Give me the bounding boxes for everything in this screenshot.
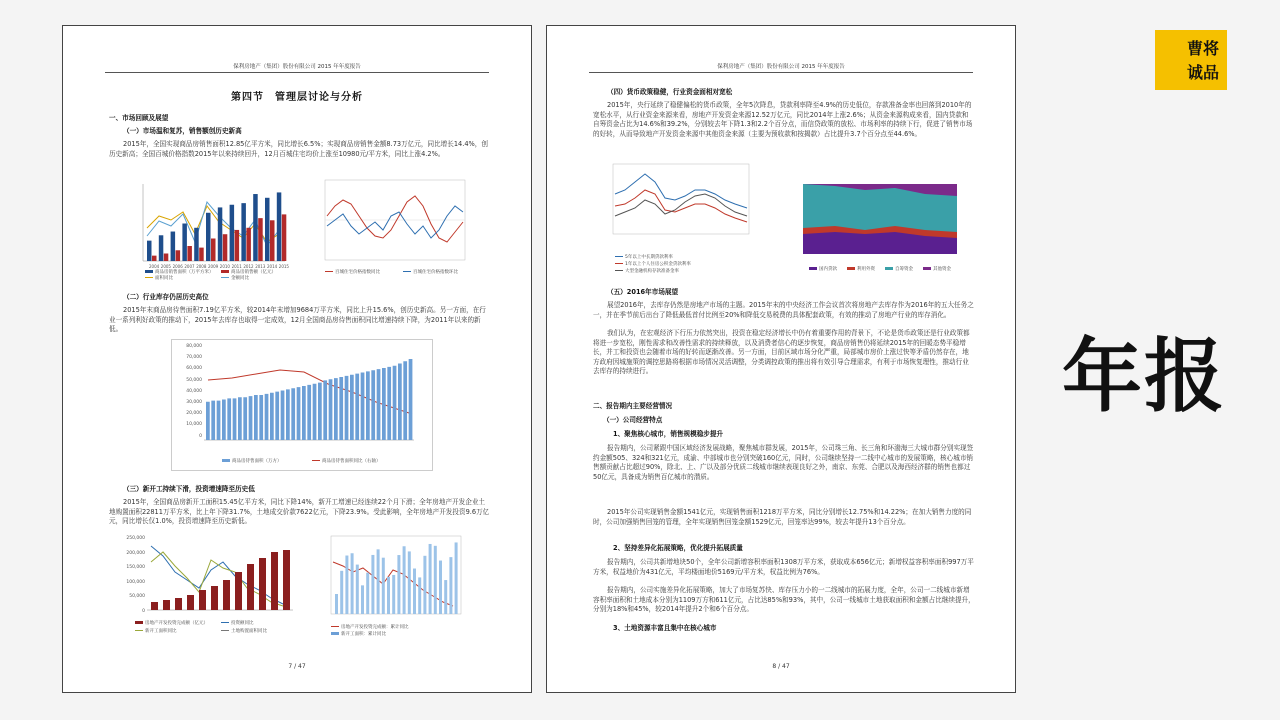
bar-new-start-growth [366, 573, 369, 614]
bar-sales-area [182, 224, 187, 262]
bar-sales-area [253, 194, 258, 261]
paragraph-new-starts: 2015年，全国商品房新开工面积15.45亿平方米，同比下降14%，新开工增速已经连续22个月下滑；全年房地产开发企业土地购置面积22811万平方米，比上年下降31.7%，土地成交价款7622亿元，下降23.9%。受此影响，全年房地产开发投资9.6万亿元，同比增长仅1.0%，投资增速降至历史新低。 [109, 498, 490, 525]
y-tick-label: 150,000 [126, 565, 145, 571]
bar-sales-area [147, 241, 152, 261]
paragraph-sales: 2015年，全国实现商品房销售面积12.85亿平方米，同比增长6.5%；实现商品房销售金额8.73万亿元，同比增长14.4%，创历史新高；全国百城价格指数2015年以来持续回升，12月百城住宅均价上涨至10980元/平方米，同比上涨4.2%。 [109, 140, 488, 158]
bar-sales-amount [199, 248, 204, 261]
year-tick: 2004 [149, 264, 160, 269]
y-tick-label: 0 [142, 609, 145, 614]
bar-inventory [313, 384, 317, 440]
inventory-bar-svg [172, 340, 432, 470]
y-tick-label: 100,000 [126, 579, 145, 585]
bar-inventory [377, 369, 381, 440]
bar-investment [163, 600, 170, 610]
y-tick-label: 50,000 [129, 594, 145, 600]
bar-inventory [345, 376, 349, 440]
year-tick: 2005 [160, 264, 171, 269]
bar-sales-amount [211, 239, 216, 262]
chart-inventory [171, 339, 433, 471]
bar-inventory [409, 359, 413, 440]
y-tick-label: 40,000 [186, 388, 202, 394]
y-tick-label: 30,000 [186, 400, 202, 405]
y-tick-label: 0 [199, 433, 202, 439]
bar-inventory [387, 367, 391, 440]
bar-sales-amount [270, 220, 275, 261]
fund-loan-rate-line [615, 190, 747, 222]
year-tick: 2009 [208, 264, 219, 269]
y-tick-label: 70,000 [186, 355, 202, 361]
year-tick: 2014 [267, 264, 278, 269]
bar-inventory [297, 387, 301, 440]
bar-sales-amount [235, 230, 240, 261]
page-header: 保利房地产（集团）股份有限公司 2015 年年度报告 [105, 62, 489, 73]
bar-investment [211, 586, 218, 610]
bar-inventory [222, 400, 226, 441]
heading-operations: 二、报告期内主要经营情况 [593, 402, 673, 410]
point-2-heading: 2、坚持差异化拓展策略，优化提升拓展质量 [613, 544, 743, 552]
bar-new-start-growth [413, 569, 416, 614]
year-tick: 2012 [243, 264, 254, 269]
bar-inventory [403, 361, 407, 440]
legend-amount-yoy: 金额同比 [231, 276, 249, 281]
bar-inventory [233, 398, 237, 440]
heading-market-review: 一、市场回顾及展望 [109, 114, 169, 122]
bar-new-start-growth [408, 551, 411, 614]
paragraph-inventory: 2015年末商品房待售面积7.19亿平方米，较2014年末增加9684万平方米，同比上升15.6%，创历史新高。另一方面，在行业一系列利好政策的推动下，2015年去库存也取得一定成效，12月全国商品房待售面积同比增速持续下降，为2011年以来的新低。 [109, 306, 486, 333]
bar-investment [235, 572, 242, 610]
subheading-sales: （一）市场温和复苏，销售额创历史新高 [123, 127, 242, 135]
point-3-heading: 3、土地资源丰富且集中在核心城市 [613, 624, 717, 632]
bar-inventory [355, 374, 359, 440]
bar-sales-area [241, 203, 246, 261]
point-2-paragraph-b: 报告期内，公司实施差异化拓展策略，加大了市场复苏快、库存压力小的一二线城市的拓展力度，全年，公司一二线城市新增容积率面积和土地成本分别为1109万方和611亿元，占比达85%和93%，其中，公司一线城市土地获取面积和金额占比继续提升，分别为18%和45%，较2014年提升2个和6个百分点。 [593, 586, 975, 613]
bar-inventory [265, 394, 269, 440]
point-1-heading: 1、聚焦核心城市，销售规模稳步提升 [613, 430, 724, 438]
bar-inventory [254, 395, 258, 440]
section-title: 第四节 管理层讨论与分析 [231, 92, 363, 103]
report-page-right [546, 25, 1016, 693]
year-tick: 2015 [278, 264, 289, 269]
bar-investment [175, 598, 182, 610]
bar-inventory [350, 375, 354, 440]
bar-new-start-growth [351, 553, 354, 614]
bar-new-start-growth [397, 555, 400, 614]
paragraph-monetary: 2015年，央行延续了稳健偏松的货币政策，全年5次降息，贷款利率降至4.9%的历史低位，存款准备金率也回落到2010年的宽松水平，从行业资金来源来看，房地产开发资金来源12.52万亿元，同比2014年上涨2.6%；从资金来源构成来看，国内贷款和自筹资金占比为14.6%和39.2%，分别较去年下降1.3和2.2个百分点，而信贷政策的放松、市场利率的持续下行，促进了销售市场的好转，从而导致地产开发资金来源中其他资金来源（主要为预收款和按揭款）占比提升3.7个百分点至44.6%。 [593, 101, 973, 138]
bar-new-start-growth [356, 565, 359, 614]
legend-fund-loan-rate: 1年以上个人住房公积金贷款利率 [625, 262, 691, 267]
legend-price-mom: 百城住宅价格指数环比 [413, 270, 458, 275]
year-tick: 2010 [219, 264, 230, 269]
bar-inventory [382, 368, 386, 440]
chart-sales-bars [117, 176, 307, 281]
bar-new-start-growth [444, 580, 447, 614]
bar-new-start-growth [449, 557, 452, 614]
y-tick-label: 50,000 [186, 377, 202, 383]
bar-sales-area [206, 213, 211, 261]
legend-foreign: 利用外资 [857, 267, 875, 272]
funding-sources-svg [795, 160, 965, 276]
chart-investment-growth [321, 532, 481, 640]
legend-sales-area: 商品房销售面积（万平方米） [155, 270, 214, 275]
bar-sales-amount [246, 228, 251, 261]
page-header: 保利房地产（集团）股份有限公司 2015 年年度报告 [589, 62, 973, 73]
subheading-new-starts: （三）新开工持续下滑，投资增速降至历史低 [123, 485, 255, 493]
bar-inventory [307, 385, 311, 440]
subheading-inventory: （二）行业库存仍居历史高位 [123, 293, 209, 301]
price-index-svg [311, 176, 479, 281]
bar-inventory [227, 398, 231, 440]
page-number: 7 / 47 [288, 663, 306, 670]
y-tick-label: 250,000 [126, 536, 145, 541]
bar-new-start-growth [429, 544, 432, 614]
legend-price-yoy: 百城住宅价格指数同比 [335, 270, 380, 275]
bar-inventory [211, 401, 215, 440]
bar-inventory [361, 373, 365, 441]
bar-investment [187, 595, 194, 610]
legend-domestic-loan: 国内贷款 [819, 267, 837, 272]
paragraph-outlook-2: 我们认为，在宏观经济下行压力依然突出，投资在稳定经济增长中仍有着重要作用的背景下，不论是货币政策还是行业政策都将进一步宽松，刚性需求和改善性需求的持续释放，以及消费者信心的逐步恢复，商品房销售仍将延续2015年的回暖态势平稳增长，并工和投资也会随着市场的好转而逐渐改善。另一方面，目前区域市场分化严重，局部城市房价上涨过快等矛盾仍然存在，地方政府因城施策的调控思路将根据市场情况灵活调整，分类调控政策的推出将有效引导合理需求，有利于市场恢复理性，推动行业去库存的持续进行。 [593, 329, 970, 375]
bar-inventory [270, 393, 274, 440]
sales-bar-svg [117, 176, 307, 281]
y-tick-label: 200,000 [126, 550, 145, 556]
bar-new-start-growth [340, 571, 343, 614]
bar-inventory [334, 378, 338, 440]
subheading-monetary: （四）货币政策稳健，行业资金面相对宽松 [607, 88, 733, 96]
legend-reserve-ratio: 大型金融机构存款准备金率 [625, 269, 679, 274]
legend-inventory-yoy: 商品房待售面积同比（右轴） [322, 459, 381, 464]
chart-interest-rates [603, 160, 767, 276]
bar-new-start-growth [361, 585, 364, 614]
bar-inventory [238, 397, 242, 440]
bar-inventory [318, 383, 322, 440]
bar-investment [259, 558, 266, 610]
bar-inventory [249, 396, 253, 440]
bar-inventory [281, 391, 285, 441]
bar-sales-amount [282, 214, 287, 261]
bar-sales-area [171, 232, 176, 261]
point-2-paragraph-a: 报告期内，公司共新增地块50个，全年公司新增容积率面积1308万平方米，获取成本656亿元；新增权益容积率面积997万平方米，权益地价为431亿元，平均楼面地价5169元/平方米，权益比例为76%。 [593, 558, 974, 576]
bar-sales-area [230, 205, 235, 261]
legend-newstart-cum-yoy: 新开工面积：累计同比 [341, 632, 386, 637]
bar-new-start-growth [345, 556, 348, 614]
y-tick-label: 20,000 [186, 411, 202, 417]
bar-investment [199, 590, 206, 610]
bar-new-start-growth [439, 561, 442, 614]
year-tick: 2008 [196, 264, 207, 269]
year-tick: 2011 [231, 264, 242, 269]
year-tick: 2007 [184, 264, 195, 269]
bar-inventory [286, 389, 290, 440]
bar-investment [247, 564, 254, 610]
bar-inventory [243, 397, 247, 440]
bar-new-start-growth [377, 549, 380, 614]
bar-inventory [398, 364, 402, 441]
legend-investment: 房地产开发投资完成额（亿元） [145, 621, 208, 626]
page-number: 8 / 47 [772, 663, 790, 670]
bar-new-start-growth [434, 546, 437, 614]
paragraph-outlook-1: 展望2016年，去库存仍然是房地产市场的主题。2015年末的中央经济工作会议首次将房地产去库存作为2016年的五大任务之一，并在季节前后出台了降低最低首付比例至20%和降低交易税费的具体配套政策，有效的推动了房地产行业的库存消化。 [593, 301, 974, 319]
bar-sales-amount [223, 234, 228, 261]
report-page-left [62, 25, 532, 693]
legend-new-start-yoy: 新开工面积同比 [145, 629, 177, 634]
side-title: 年报 [1062, 330, 1226, 423]
subheading-features: （一）公司经营特点 [603, 416, 663, 424]
legend-long-loan-rate: 5年以上中长期贷款利率 [625, 255, 673, 260]
bar-inventory [302, 386, 306, 440]
chart-funding-sources [795, 160, 965, 276]
bar-sales-amount [176, 250, 181, 261]
legend-sales-amount: 商品房销售额（亿元） [231, 270, 276, 275]
bar-new-start-growth [455, 542, 458, 614]
bar-new-start-growth [418, 577, 421, 614]
brand-logo [1155, 30, 1227, 90]
bar-new-start-growth [387, 577, 390, 614]
chart-price-index [311, 176, 479, 281]
brand-line-2: 诚品 [1186, 63, 1219, 82]
long-loan-rate-line [615, 174, 747, 208]
legend-inventory-area: 商品房待售面积（万方） [232, 459, 282, 464]
bar-inventory [275, 392, 279, 440]
bar-investment [223, 580, 230, 610]
bar-inventory [393, 366, 397, 440]
bar-sales-area [265, 198, 270, 261]
y-tick-label: 10,000 [186, 422, 202, 428]
point-1-paragraph-b: 2015年公司实现销售金额1541亿元，实现销售面积1218万平方米，同比分别增长12.75%和14.22%；在加大销售力度的同时，公司加强销售回笼的管理，全年实现销售回笼金额1529亿元，回笼率达99%，较去年提升13个百分点。 [593, 508, 972, 526]
bar-new-start-growth [423, 556, 426, 614]
legend-investment-yoy: 投资额同比 [231, 621, 254, 626]
bar-sales-area [277, 192, 282, 261]
point-1-paragraph-a: 报告期内，公司紧跟中国区域经济发展战略，聚焦城市群发展，2015年，公司珠三角、长三角和环渤海三大城市群分别实现签约金额505、324和321亿元，成渝、中部城市也分别突破160亿元，同时，公司继续坚持一二线中心城市的发展策略，核心城市销售额贡献占比超过90%，除北、上、广以及部分优质二线城市继续表现良好之外，南京、东莞、合肥以及海西经济群的销售也都过50亿元，具备成为销售百亿城市的潜质。 [593, 444, 974, 481]
bar-new-start-growth [382, 558, 385, 614]
legend-land-yoy: 土地购置面积同比 [231, 629, 267, 634]
bar-inventory [339, 377, 343, 440]
bar-new-start-growth [392, 575, 395, 614]
bar-inventory [259, 395, 263, 440]
bar-new-start-growth [335, 594, 338, 614]
bar-sales-amount [152, 256, 157, 261]
bar-sales-amount [187, 246, 192, 261]
bar-inventory [366, 371, 370, 440]
legend-other-funds: 其他资金 [933, 267, 951, 272]
legend-self-raised: 自筹资金 [895, 267, 913, 272]
bar-sales-amount [164, 254, 169, 262]
bar-inventory [329, 379, 333, 440]
bar-sales-area [218, 207, 223, 261]
legend-invest-cum-yoy: 房地产开发投资完成额：累计同比 [341, 625, 409, 630]
brand-line-1: 曹将 [1186, 39, 1219, 58]
subheading-outlook: （五）2016年市场展望 [607, 288, 679, 296]
bar-investment [271, 552, 278, 610]
legend-area-yoy: 面积同比 [155, 276, 173, 281]
year-tick: 2006 [172, 264, 183, 269]
bar-investment [283, 550, 290, 610]
y-tick-label: 60,000 [186, 366, 202, 372]
price-yoy-line [327, 196, 463, 242]
bar-investment [151, 602, 158, 610]
bar-new-start-growth [403, 546, 406, 614]
bar-sales-area [194, 228, 199, 261]
bar-sales-area [159, 235, 164, 261]
bar-inventory [371, 370, 375, 440]
bar-sales-amount [258, 218, 263, 261]
y-tick-label: 80,000 [186, 344, 202, 349]
chart-investment [117, 532, 311, 640]
bar-inventory [323, 380, 327, 440]
bar-inventory [206, 402, 210, 440]
year-tick: 2013 [255, 264, 266, 269]
bar-inventory [217, 401, 221, 440]
bar-inventory [291, 388, 295, 440]
bar-new-start-growth [371, 555, 374, 614]
